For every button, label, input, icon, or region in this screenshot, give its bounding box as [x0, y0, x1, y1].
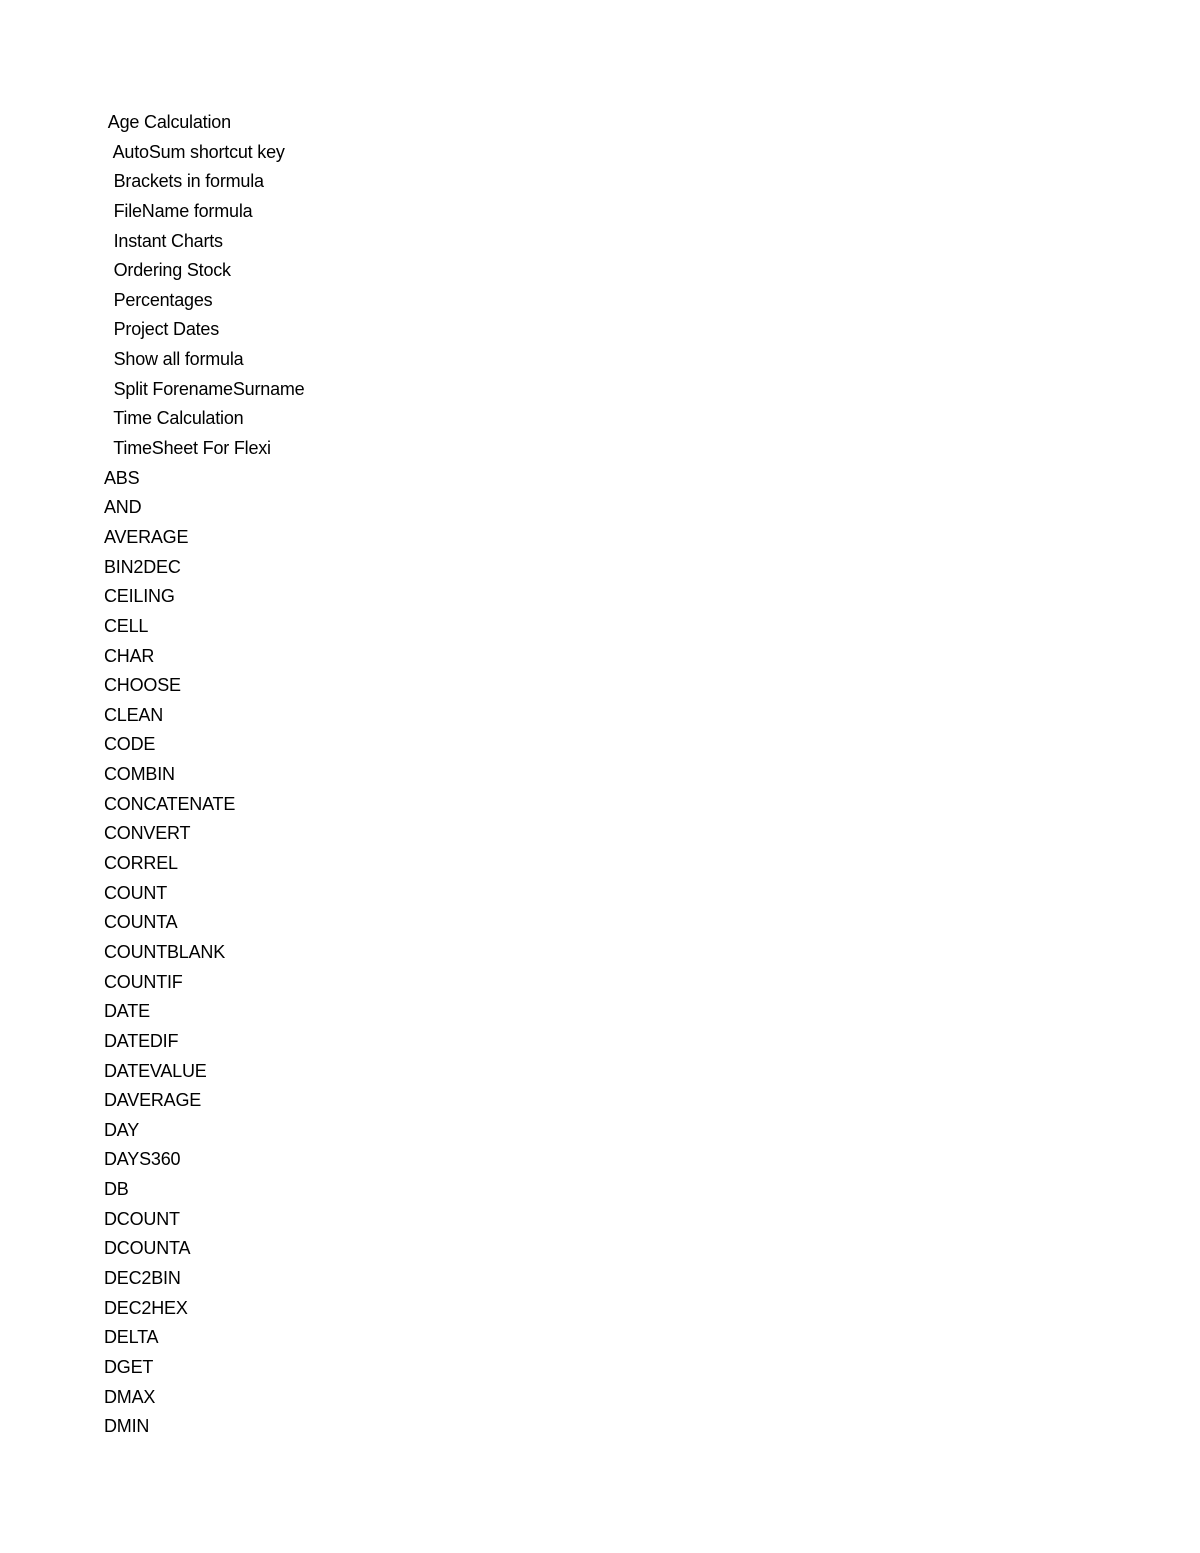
- list-item: DAVERAGE: [104, 1090, 202, 1111]
- list-item: DEC2HEX: [104, 1297, 188, 1318]
- list-item: COUNTIF: [104, 971, 183, 992]
- list-item: AND: [104, 497, 142, 518]
- entry-list: [104, 108, 305, 1442]
- list-item: Time Calculation: [104, 408, 244, 429]
- list-item: DMAX: [104, 1386, 156, 1407]
- list-item: AVERAGE: [104, 526, 189, 547]
- list-item: COUNT: [104, 882, 167, 903]
- list-item: DEC2BIN: [104, 1267, 181, 1288]
- list-item: CORREL: [104, 853, 178, 874]
- list-item: CHOOSE: [104, 675, 181, 696]
- list-item: CHAR: [104, 645, 155, 666]
- list-item: Instant Charts: [104, 230, 223, 251]
- list-item: COUNTA: [104, 912, 178, 933]
- list-item: DATE: [104, 1001, 150, 1022]
- list-item: ABS: [104, 467, 140, 488]
- list-item: AutoSum shortcut key: [104, 141, 285, 162]
- list-item: CELL: [104, 615, 149, 636]
- list-item: COMBIN: [104, 764, 175, 785]
- list-item: DAYS360: [104, 1149, 181, 1170]
- list-item: DGET: [104, 1356, 154, 1377]
- list-item: FileName formula: [104, 200, 253, 221]
- list-item: Percentages: [104, 289, 213, 310]
- list-item: CODE: [104, 734, 156, 755]
- list-item: CEILING: [104, 586, 175, 607]
- list-item: DCOUNTA: [104, 1238, 191, 1259]
- list-item: BIN2DEC: [104, 556, 181, 577]
- list-item: DMIN: [104, 1416, 150, 1437]
- list-item: Age Calculation: [104, 112, 231, 132]
- list-item: DB: [104, 1179, 129, 1200]
- list-item: Brackets in formula: [104, 171, 264, 192]
- list-item: CLEAN: [104, 704, 164, 725]
- list-item: DATEDIF: [104, 1030, 179, 1051]
- list-item: COUNTBLANK: [104, 941, 226, 962]
- list-item: Project Dates: [104, 319, 220, 340]
- list-item: DELTA: [104, 1327, 159, 1348]
- list-item: TimeSheet For Flexi: [104, 438, 271, 459]
- list-item: Ordering Stock: [104, 260, 231, 281]
- list-item: DATEVALUE: [104, 1060, 207, 1081]
- list-item: DCOUNT: [104, 1208, 180, 1229]
- list-item: DAY: [104, 1119, 140, 1140]
- list-item: CONCATENATE: [104, 793, 236, 814]
- list-item: Show all formula: [104, 349, 244, 370]
- list-item: CONVERT: [104, 823, 191, 844]
- list-item: Split ForenameSurname: [104, 378, 305, 399]
